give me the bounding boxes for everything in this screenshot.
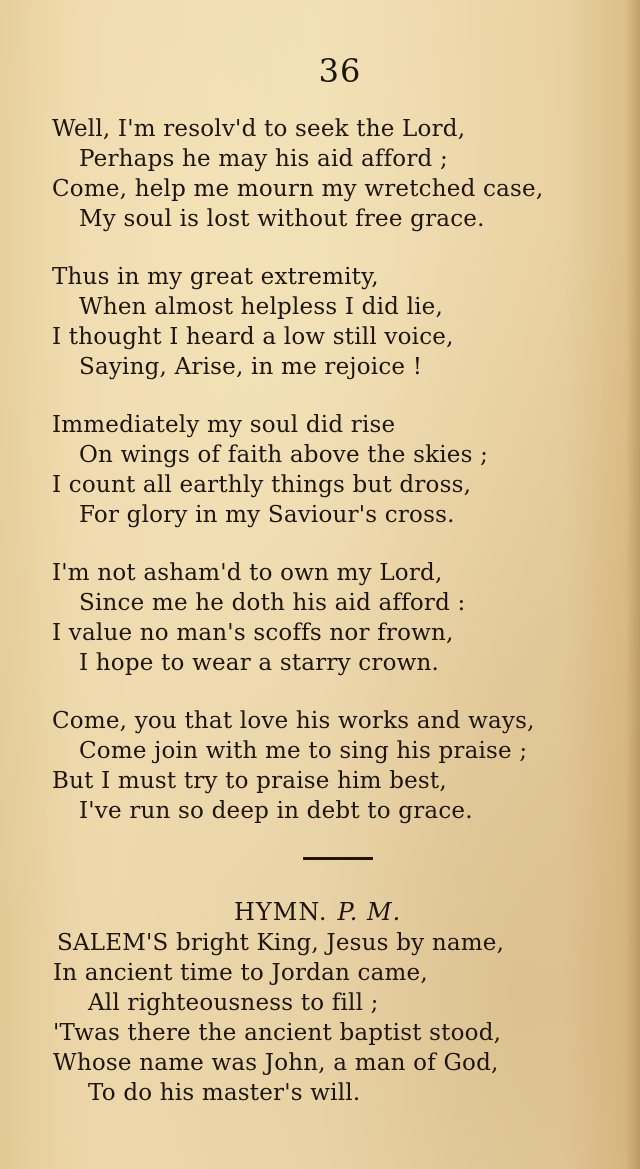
stanza-line: My soul is lost without free grace. — [79, 206, 485, 232]
stanza-line: I've run so deep in debt to grace. — [79, 798, 473, 824]
stanza-4 — [0, 558, 640, 678]
stanza-2 — [0, 262, 640, 382]
stanza-line: Since me he doth his aid afford : — [79, 590, 466, 616]
stanza-line: Saying, Arise, in me rejoice ! — [79, 354, 423, 380]
hymn-line: Whose name was John, a man of God, — [53, 1050, 499, 1076]
stanza-line: But I must try to praise him best, — [52, 768, 447, 794]
hymn-title: HYMN. — [234, 898, 328, 926]
section-divider — [303, 857, 373, 860]
stanza-line: Perhaps he may his aid afford ; — [79, 146, 448, 172]
stanza-line: Thus in my great extremity, — [52, 264, 379, 290]
stanza-line: I'm not asham'd to own my Lord, — [52, 560, 443, 586]
stanza-line: Immediately my soul did rise — [52, 412, 396, 438]
page-edge-shadow — [626, 0, 640, 1169]
hymn-heading — [234, 898, 401, 926]
stanza-line: I thought I heard a low still voice, — [52, 324, 454, 350]
stanza-line: I count all earthly things but dross, — [52, 472, 472, 498]
hymn-line: SALEM'S bright King, Jesus by name, — [57, 930, 505, 956]
stanza-line: Come join with me to sing his praise ; — [79, 738, 528, 764]
stanza-5 — [0, 706, 640, 826]
page-number: 36 — [318, 52, 362, 90]
stanza-1 — [0, 114, 640, 234]
stanza-line: On wings of faith above the skies ; — [79, 442, 489, 468]
stanza-3 — [0, 410, 640, 530]
stanza-line: For glory in my Saviour's cross. — [79, 502, 455, 528]
stanza-line: Well, I'm resolv'd to seek the Lord, — [52, 116, 466, 142]
hymn-line: All righteousness to fill ; — [88, 990, 379, 1016]
hymn-line: 'Twas there the ancient baptist stood, — [53, 1020, 502, 1046]
hymn-stanza — [0, 928, 640, 1108]
stanza-line: Come, you that love his works and ways, — [52, 708, 535, 734]
stanza-line: I hope to wear a starry crown. — [79, 650, 440, 676]
hymn-line: To do his master's will. — [88, 1080, 361, 1106]
hymn-line: In ancient time to Jordan came, — [53, 960, 428, 986]
stanza-line: When almost helpless I did lie, — [79, 294, 444, 320]
stanza-line: I value no man's scoffs nor frown, — [52, 620, 454, 646]
stanza-line: Come, help me mourn my wretched case, — [52, 176, 544, 202]
hymn-meter: P. M. — [337, 898, 402, 926]
